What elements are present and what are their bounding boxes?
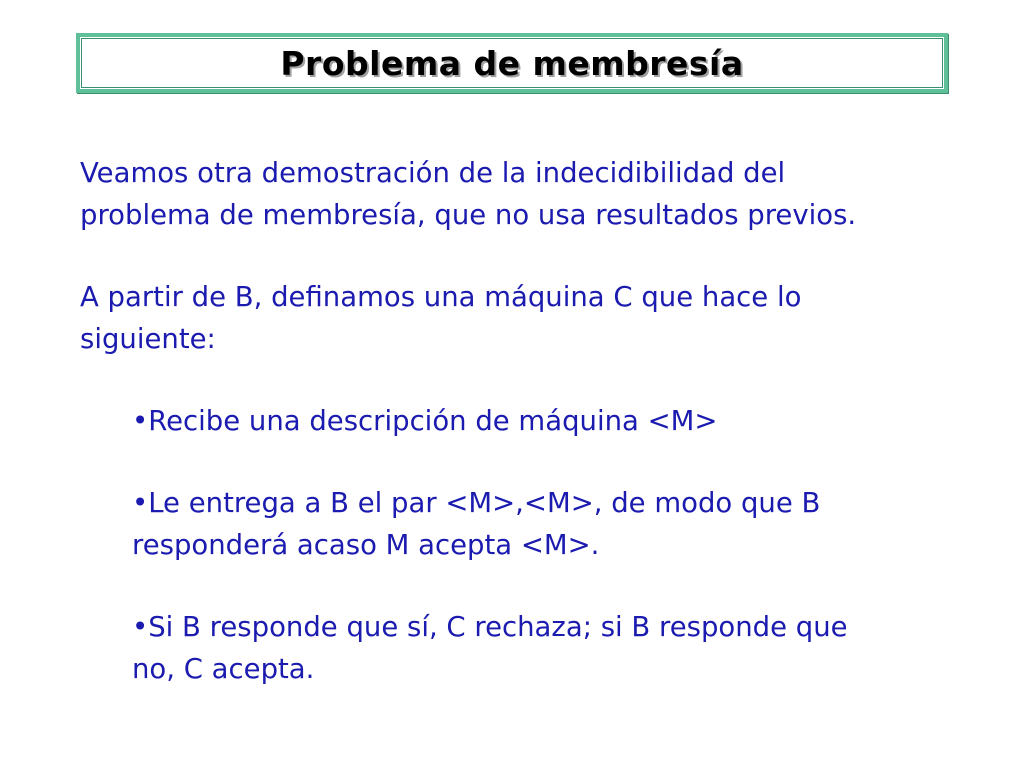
paragraph-definition-line-1: A partir de B, definamos una máquina C que hace lo: [80, 281, 802, 313]
bullet-item-1-line-1: •Recibe una descripción de máquina <M>: [132, 405, 718, 437]
spacer: [80, 360, 980, 400]
slide-title: Problema de membresía: [280, 43, 744, 83]
paragraph-intro: [80, 152, 980, 236]
bullet-item-3-line-2: no, C acepta.: [132, 653, 315, 685]
bullet-item-3-line-1: •Si B responde que sí, C rechaza; si B responde que: [132, 611, 848, 643]
slide-body: [80, 152, 980, 690]
bullet-item-3: [80, 606, 980, 690]
spacer: [80, 566, 980, 606]
paragraph-intro-line-1: Veamos otra demostración de la indecidibilidad del: [80, 157, 786, 189]
bullet-item-2-line-1: •Le entrega a B el par <M>,<M>, de modo que B: [132, 487, 821, 519]
paragraph-definition: [80, 276, 980, 360]
bullet-item-2: [80, 482, 980, 566]
spacer: [80, 442, 980, 482]
paragraph-intro-line-2: problema de membresía, que no usa resultados previos.: [80, 199, 857, 231]
bullet-item-1: [80, 400, 980, 442]
paragraph-definition-line-2: siguiente:: [80, 323, 216, 355]
spacer: [80, 236, 980, 276]
bullet-item-2-line-2: responderá acaso M acepta <M>.: [132, 529, 600, 561]
title-box: [76, 33, 948, 93]
